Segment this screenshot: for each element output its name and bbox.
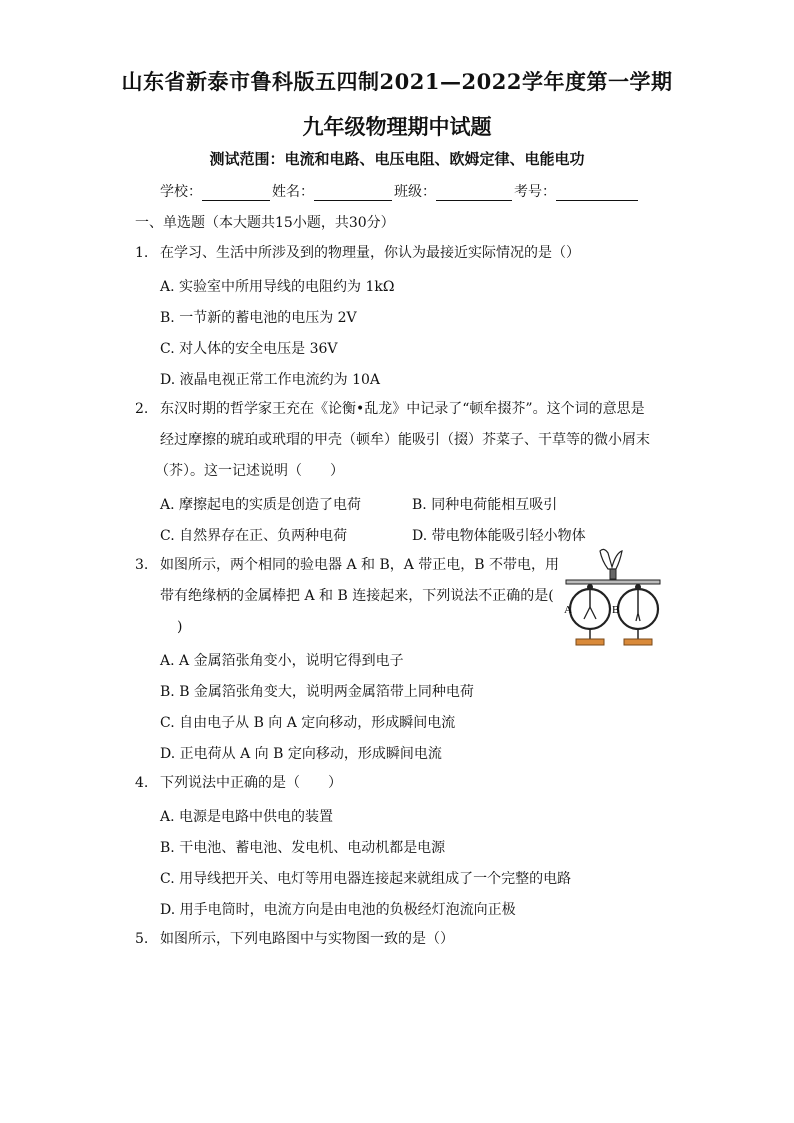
electroscope-figure	[560, 547, 668, 651]
q4-option-b[interactable]: B. 干电池、蓄电池、发电机、电动机都是电源	[160, 840, 446, 856]
q1-option-a[interactable]: A. 实验室中所用导线的电阻约为 1kΩ	[160, 279, 395, 295]
q1-option-b[interactable]: B. 一节新的蓄电池的电压为 2V	[160, 310, 357, 326]
school-blank[interactable]	[202, 186, 270, 201]
question-text-line: 经过摩擦的琥珀或玳瑁的甲壳（顿牟）能吸引（掇）芥菜子、干草等的微小屑末	[160, 432, 650, 448]
class-blank[interactable]	[436, 186, 512, 201]
electroscope-a	[564, 584, 610, 645]
q1-option-d[interactable]: D. 液晶电视正常工作电流约为 10A	[160, 372, 381, 388]
label-b: B	[612, 604, 620, 616]
q1-option-c[interactable]: C. 对人体的安全电压是 36V	[160, 341, 338, 357]
question-text: 下列说法中正确的是（ ）	[160, 775, 342, 791]
question-text-line: 东汉时期的哲学家王充在《论衡•乱龙》中记录了“顿牟掇芥”。这个词的意思是	[160, 401, 645, 417]
section-title: 一、单选题（本大题共15小题，共30分）	[135, 215, 395, 231]
question-text: 在学习、生活中所涉及到的物理量，你认为最接近实际情况的是（）	[160, 245, 580, 261]
metal-rod	[566, 580, 660, 584]
electroscope-b	[612, 584, 658, 645]
name-blank[interactable]	[314, 186, 392, 201]
question-text-line: 如图所示，两个相同的验电器 A 和 B，A 带正电，B 不带电，用	[160, 557, 560, 573]
student-info-row	[160, 181, 640, 201]
q4-option-d[interactable]: D. 用手电筒时，电流方向是由电池的负极经灯泡流向正极	[160, 902, 516, 918]
class-label: 班级：	[394, 184, 436, 200]
q2-option-c[interactable]: C. 自然界存在正、负两种电荷	[160, 528, 348, 544]
test-scope: 测试范围：电流和电路、电压电阻、欧姆定律、电能电功	[209, 150, 585, 168]
question-number: 4.	[135, 775, 149, 791]
question-number: 2.	[135, 401, 149, 417]
question-number: 5.	[135, 931, 149, 947]
title-line-2: 九年级物理期中试题	[302, 114, 492, 139]
q3-option-c[interactable]: C. 自由电子从 B 向 A 定向移动，形成瞬间电流	[160, 715, 456, 731]
name-label: 姓名：	[272, 184, 314, 200]
question-text-line: )	[177, 619, 183, 635]
q3-option-d[interactable]: D. 正电荷从 A 向 B 定向移动，形成瞬间电流	[160, 746, 442, 762]
question-text-line: （芥）。这一记述说明（ ）	[155, 463, 344, 479]
question-number: 3.	[135, 557, 149, 573]
q4-option-a[interactable]: A. 电源是电路中供电的装置	[160, 809, 334, 825]
q2-option-b[interactable]: B. 同种电荷能相互吸引	[412, 497, 558, 513]
school-label: 学校：	[160, 184, 202, 200]
exam-number-blank[interactable]	[556, 186, 638, 201]
insulated-handle	[610, 569, 616, 579]
q2-option-d[interactable]: D. 带电物体能吸引轻小物体	[412, 528, 586, 544]
q3-option-a[interactable]: A. A 金属箔张角变小，说明它得到电子	[160, 653, 404, 669]
question-text-line: 带有绝缘柄的金属棒把 A 和 B 连接起来，下列说法不正确的是(	[160, 588, 554, 604]
question-text: 如图所示，下列电路图中与实物图一致的是（）	[160, 931, 454, 947]
hand-icon	[600, 549, 622, 569]
question-number: 1.	[135, 245, 149, 261]
label-a: A	[564, 604, 572, 616]
q2-option-a[interactable]: A. 摩擦起电的实质是创造了电荷	[160, 497, 362, 513]
title-line-1: 山东省新泰市鲁科版五四制2021—2022学年度第一学期	[121, 69, 673, 94]
exam-number-label: 考号：	[514, 184, 556, 200]
q4-option-c[interactable]: C. 用导线把开关、电灯等用电器连接起来就组成了一个完整的电路	[160, 871, 572, 887]
q3-option-b[interactable]: B. B 金属箔张角变大，说明两金属箔带上同种电荷	[160, 684, 474, 700]
